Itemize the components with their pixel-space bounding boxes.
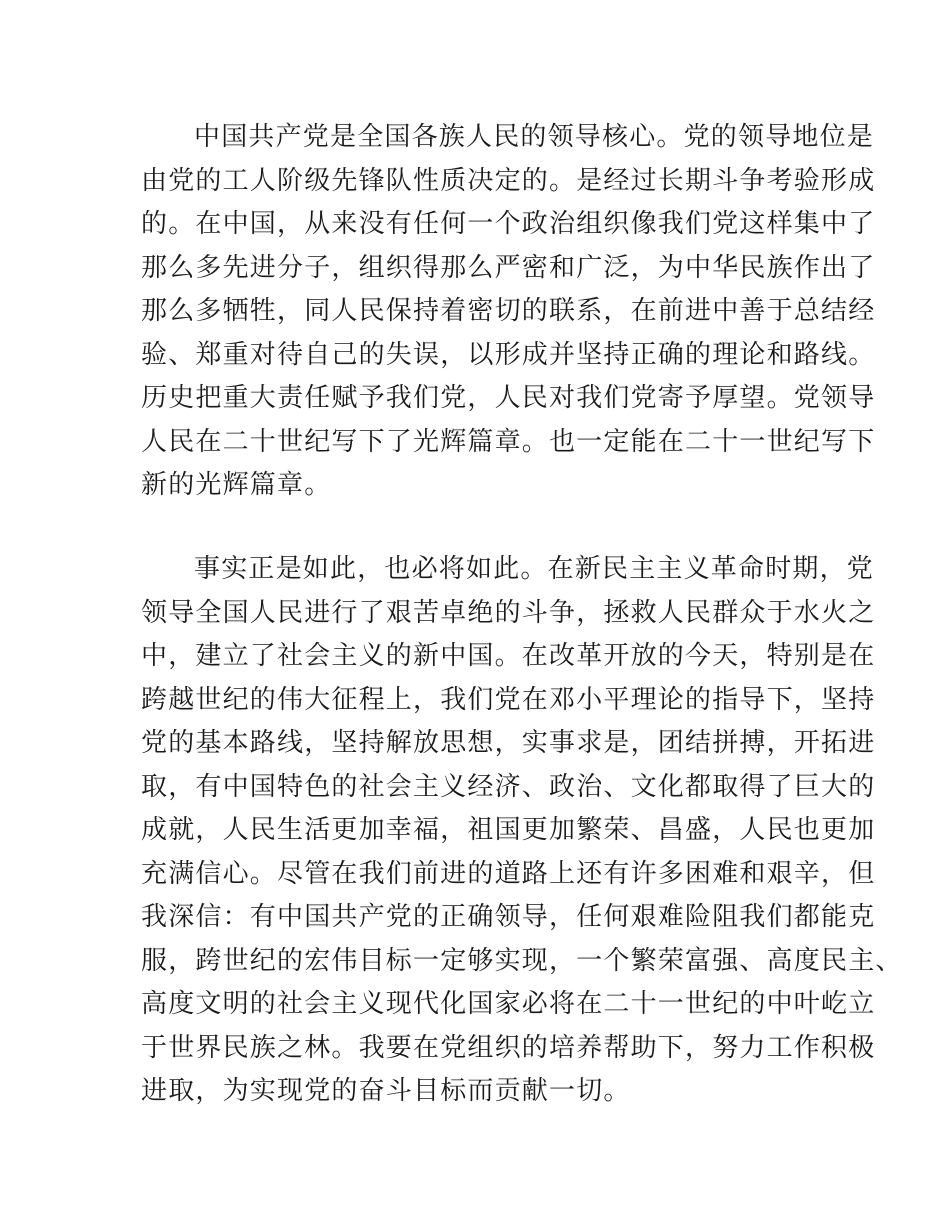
paragraph-line: 取，有中国特色的社会主义经济、政治、文化都取得了巨大的	[141, 771, 876, 802]
paragraph-line: 进取，为实现党的奋斗目标而贡献一切。	[141, 1076, 631, 1106]
paragraph-line: 新的光辉篇章。	[141, 470, 332, 500]
paragraph-line: 充满信心。尽管在我们前进的道路上还有许多困难和艰辛，但	[141, 858, 876, 889]
paragraph-line: 我深信：有中国共产党的正确领导，任何艰难险阻我们都能克	[141, 902, 876, 932]
paragraph-line: 事实正是如此，也必将如此。在新民主主义革命时期，党	[194, 554, 875, 584]
paragraph-line: 那么多牺牲，同人民保持着密切的联系，在前进中善于总结经	[141, 296, 876, 326]
paragraph-line: 服，跨世纪的宏伟目标一定够实现，一个繁荣富强、高度民主、	[141, 945, 903, 976]
paragraph-line: 成就，人民生活更加幸福，祖国更加繁荣、昌盛，人民也更加	[141, 815, 876, 845]
paragraph-line: 历史把重大责任赋予我们党，人民对我们党寄予厚望。党领导	[141, 383, 876, 413]
paragraph-line: 的。在中国，从来没有任何一个政治组织像我们党这样集中了	[141, 209, 876, 239]
paragraph-line: 跨越世纪的伟大征程上，我们党在邓小平理论的指导下，坚持	[141, 684, 876, 715]
paragraph-line: 于世界民族之林。我要在党组织的培养帮助下，努力工作积极	[141, 1032, 876, 1063]
paragraph-line: 那么多先进分子，组织得那么严密和广泛，为中华民族作出了	[141, 252, 876, 283]
paragraph-line: 党的基本路线，坚持解放思想，实事求是，团结拼搏，开拓进	[141, 728, 876, 758]
paragraph-2	[141, 548, 903, 1114]
paragraph-line: 验、郑重对待自己的失误，以形成并坚持正确的理论和路线。	[141, 339, 876, 370]
paragraph-line: 领导全国人民进行了艰苦卓绝的斗争，拯救人民群众于水火之	[141, 597, 876, 628]
paragraph-1	[141, 116, 876, 508]
paragraph-line: 中，建立了社会主义的新中国。在改革开放的今天，特别是在	[141, 641, 876, 671]
paragraph-line: 高度文明的社会主义现代化国家必将在二十一世纪的中叶屹立	[141, 989, 876, 1019]
paragraph-line: 中国共产党是全国各族人民的领导核心。党的领导地位是	[194, 122, 875, 152]
paragraph-line: 由党的工人阶级先锋队性质决定的。是经过长期斗争考验形成	[141, 165, 876, 196]
paragraph-line: 人民在二十世纪写下了光辉篇章。也一定能在二十一世纪写下	[141, 426, 876, 457]
